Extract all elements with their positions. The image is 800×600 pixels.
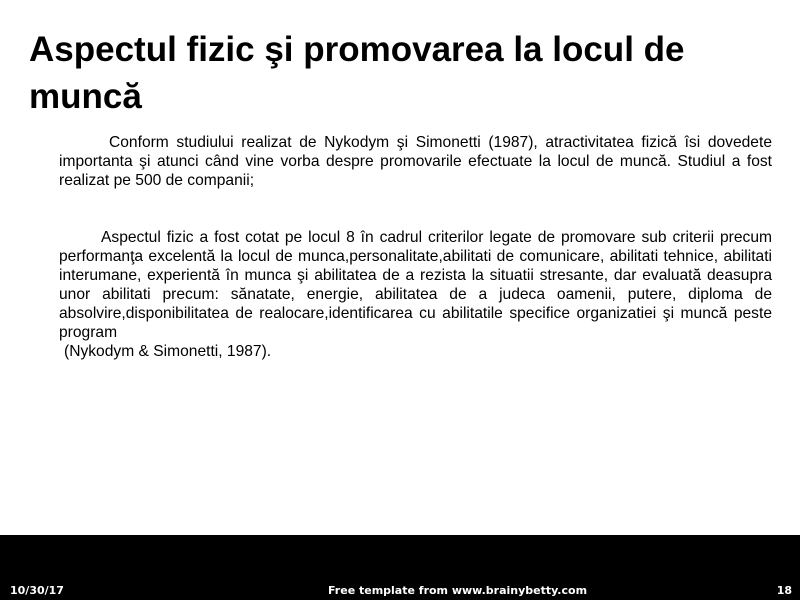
paragraph-criteria: Aspectul fizic a fost cotat pe locul 8 în cadrul criterilor legate de promovare sub criterii precum performanţa excelentă la locul de munca,personalitate,abilitati de comunicare, abilitati tehnice, abilitati interumane, experientă în munca şi abilitatea de a rezista la situatii stresante, dar evaluată deasupra unor abilitati precum: sănatate, energie, abilitatea de a judeca oamenii, putere, diploma de absolvire,disponibilitatea de realocare,identificarea cu abilitatile specifice organizatiei şi muncă peste program [59,229,772,341]
footer-bar [0,535,800,600]
slide-title: Aspectul fizic şi promovarea la locul de muncă [29,30,685,116]
footer-page-number: 18 [776,584,792,597]
slide-body [59,133,772,361]
paragraph-study: Conform studiului realizat de Nykodym şi Simonetti (1987), atractivitatea fizică îsi dovedete importanta şi atunci când vine vorba despre promovarile efectuate la locul de muncă. Studiul a fost realizat pe 500 de companii; [59,134,772,189]
footer-credit: Free template from www.brainybetty.com [328,584,588,597]
citation: (Nykodym & Simonetti, 1987). [64,343,272,360]
footer-date: 10/30/17 [10,584,64,597]
